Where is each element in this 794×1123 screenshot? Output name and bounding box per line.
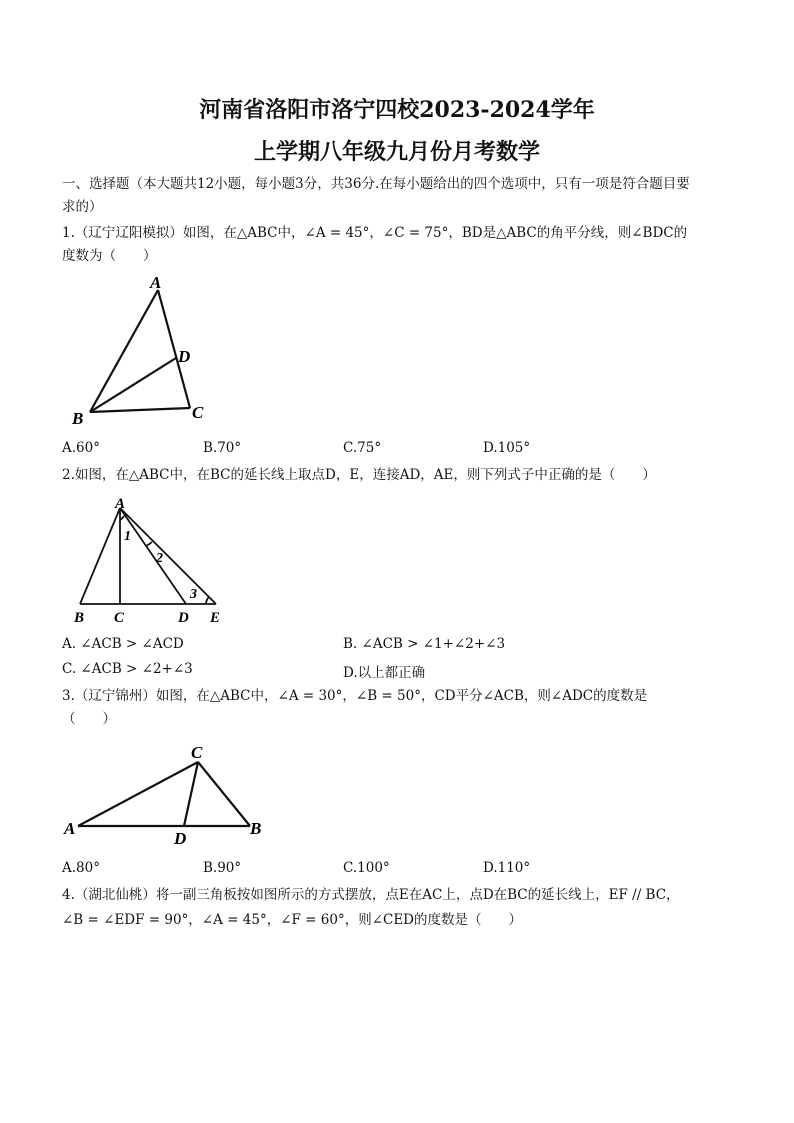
- label-b: B: [74, 610, 85, 626]
- q3-option-a[interactable]: A.80°: [62, 860, 100, 876]
- q3-option-d[interactable]: D.110°: [483, 860, 531, 876]
- label-angle-3: 3: [190, 587, 197, 602]
- question-1-figure: [66, 272, 226, 432]
- question-1-text: 1.（辽宁辽阳模拟）如图，在△ABC中，∠A = 45°，∠C = 75°，BD是△ABC的角平分线，则∠BDC的: [62, 225, 688, 241]
- question-1-text-cont: 度数为（ ）: [62, 248, 157, 264]
- q2-option-b[interactable]: B. ∠ACB > ∠1+∠2+∠3: [343, 636, 506, 652]
- question-4-text: 4.（湖北仙桃）将一副三角板按如图所示的方式摆放，点E在AC上，点D在BC的延长线上，EF // BC，: [62, 887, 680, 903]
- segment-ae: [120, 508, 216, 604]
- q1-option-d[interactable]: D.105°: [483, 440, 531, 456]
- q3-option-c[interactable]: C.100°: [343, 860, 390, 876]
- page-title: 河南省洛阳市洛宁四校2023-2024学年: [199, 97, 595, 123]
- label-c: C: [114, 610, 125, 626]
- segment-ac: [78, 762, 198, 826]
- label-c: C: [192, 403, 204, 422]
- label-d: D: [178, 610, 189, 626]
- section-heading-cont: 求的）: [62, 199, 103, 215]
- label-b: B: [72, 409, 84, 428]
- segment-cd: [184, 762, 198, 826]
- segment-bc: [90, 408, 190, 412]
- label-c: C: [191, 743, 203, 762]
- q2-option-a[interactable]: A. ∠ACB > ∠ACD: [62, 636, 184, 652]
- question-4-text-cont: ∠B = ∠EDF = 90°，∠A = 45°，∠F = 60°，则∠CED的度数是（ ）: [62, 912, 523, 928]
- segment-ab: [80, 508, 120, 604]
- section-heading: 一、选择题（本大题共12小题，每小题3分，共36分.在每小题给出的四个选项中，只有一项是符合题目要: [62, 176, 690, 192]
- q2-option-c[interactable]: C. ∠ACB > ∠2+∠3: [62, 661, 193, 677]
- page-subtitle: 上学期八年级九月份月考数学: [253, 139, 540, 165]
- question-3-text-cont: （ ）: [62, 711, 116, 727]
- segment-bd: [90, 358, 176, 412]
- label-b: B: [250, 819, 262, 838]
- angle-2-arc: [146, 542, 152, 546]
- question-2-text: 2.如图，在△ABC中，在BC的延长线上取点D，E，连接AD，AE，则下列式子中正确的是（ ）: [62, 467, 656, 483]
- label-a: A: [150, 273, 162, 292]
- question-3-text: 3.（辽宁锦州）如图，在△ABC中，∠A = 30°，∠B = 50°，CD平分∠ACB，则∠ADC的度数是: [62, 688, 648, 704]
- question-3-figure: [60, 738, 280, 850]
- label-e: E: [210, 610, 221, 626]
- q2-option-d[interactable]: D.以上都正确: [343, 665, 426, 681]
- q1-option-c[interactable]: C.75°: [343, 440, 382, 456]
- segment-cb: [198, 762, 250, 826]
- label-d: D: [178, 347, 191, 366]
- question-2-figure: [66, 494, 236, 630]
- q3-option-b[interactable]: B.90°: [203, 860, 242, 876]
- label-angle-1: 1: [124, 529, 131, 544]
- label-a: A: [115, 496, 126, 512]
- label-angle-2: 2: [156, 551, 163, 566]
- label-d: D: [174, 829, 187, 848]
- segment-ad: [120, 508, 186, 604]
- q1-option-a[interactable]: A.60°: [62, 440, 100, 456]
- angle-3-arc: [206, 597, 209, 604]
- q1-option-b[interactable]: B.70°: [203, 440, 242, 456]
- segment-ab: [90, 290, 158, 412]
- label-a: A: [64, 819, 76, 838]
